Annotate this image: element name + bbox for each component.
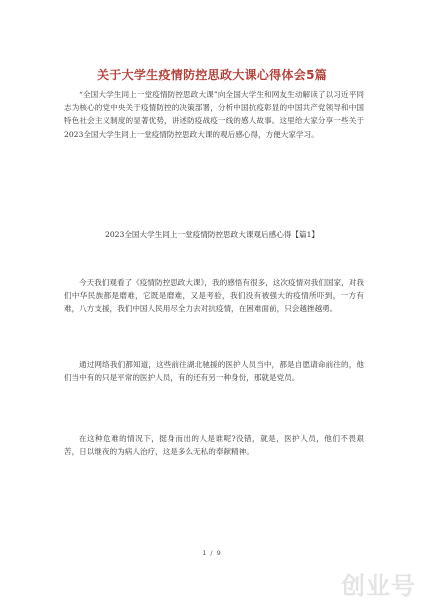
- body-paragraph: 在这种危难的情况下，挺身而出的人是谁呢?没错，就是，医护人员，他们不畏艰苦，日以继夜的为病人治疗，这是多么无私的奉献精神。: [64, 434, 364, 457]
- page-number: 1 / 9: [202, 549, 222, 557]
- body-paragraph: 通过网络我们都知道，这些前往湖北驰援的医护人员当中，都是自愿请命前往的，他们当中有的只是平常的医护人员，有的还有另一种身份，那就是党员。: [64, 360, 364, 383]
- section-heading: 2023全国大学生同上一堂疫情防控思政大课观后感心得【篇1】: [105, 230, 319, 239]
- body-paragraph: 今天我们观看了《疫情防控思政大课》，我的感悟有很多，这次疫情对我们国家，对我们中华民族都是磨难，它既是磨难，又是考验，我们没有被强大的疫情所吓到，一方有难，八方支援，我们中国人民用尽全力去对抗疫情，在困难面前，只会越挫越勇。: [64, 278, 364, 314]
- watermark-logo: 创业号: [341, 572, 416, 600]
- intro-paragraph: “全国大学生同上一堂疫情防控思政大课”向全国大学生和网友生动解读了以习近平同志为核心的党中央关于疫情防控的决策部署，分析中国抗疫彰显的中国共产党领导和中国特色社会主义制度的显著优势，讲述防疫战疫一线的感人故事。这里给大家分享一些关于2023全国大学生同上一堂疫情防控思政大课的观后感心得，方便大家学习。: [64, 90, 364, 139]
- document-title: 关于大学生疫情防控思政大课心得体会5篇: [96, 68, 328, 82]
